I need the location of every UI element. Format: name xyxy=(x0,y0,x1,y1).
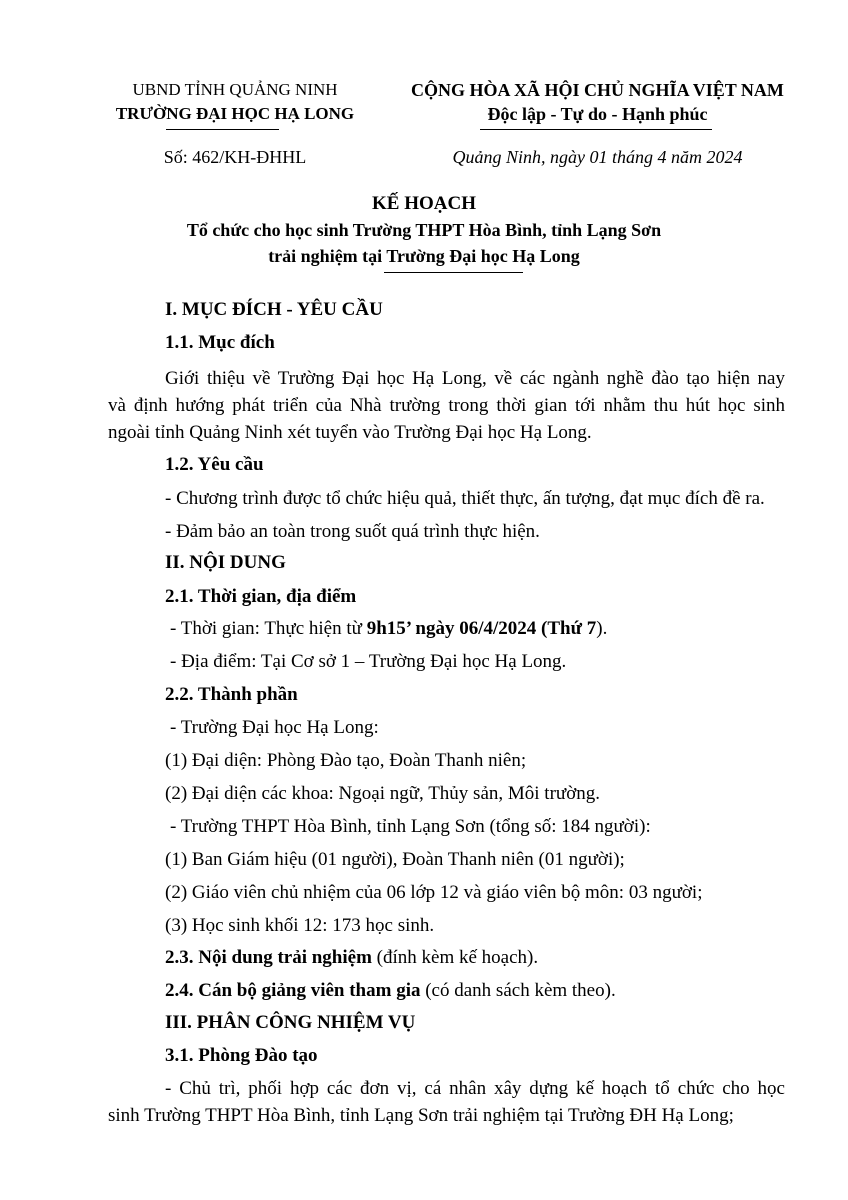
list-item: (1) Đại diện: Phòng Đào tạo, Đoàn Thanh niên; xyxy=(165,750,527,771)
list-item: - Trường Đại học Hạ Long: xyxy=(170,717,379,738)
section-heading: I. MỤC ĐÍCH - YÊU CẦU xyxy=(165,299,383,320)
list-item: - Chương trình được tổ chức hiệu quả, thiết thực, ấn tượng, đạt mục đích đề ra. xyxy=(165,488,765,509)
time-value: 9h15’ ngày 06/4/2024 (Thứ 7 xyxy=(366,618,597,639)
time-suffix: ). xyxy=(596,618,608,639)
list-item: (2) Giáo viên chủ nhiệm của 06 lớp 12 và giáo viên bộ môn: 03 người; xyxy=(165,882,703,903)
issuing-authority: UBND TỈNH QUẢNG NINH xyxy=(132,80,338,99)
section-heading: III. PHÂN CÔNG NHIỆM VỤ xyxy=(165,1012,416,1033)
list-item: - Địa điểm: Tại Cơ sở 1 – Trường Đại học Hạ Long. xyxy=(170,651,567,672)
subsection-heading: 1.1. Mục đích xyxy=(165,332,275,353)
document-title: KẾ HOẠCH xyxy=(372,193,476,214)
header-right-underline xyxy=(480,129,712,130)
section-heading: II. NỘI DUNG xyxy=(165,552,286,573)
national-title: CỘNG HÒA XÃ HỘI CHỦ NGHĨA VIỆT NAM xyxy=(411,80,784,100)
list-item: (2) Đại diện các khoa: Ngoại ngữ, Thủy sản, Môi trường. xyxy=(165,783,601,804)
subsection-note: (đính kèm kế hoạch). xyxy=(371,947,539,968)
national-motto: Độc lập - Tự do - Hạnh phúc xyxy=(487,104,708,124)
document-subtitle-line1: Tổ chức cho học sinh Trường THPT Hòa Bình, tỉnh Lạng Sơn xyxy=(186,220,662,240)
list-item xyxy=(170,615,607,642)
subsection-heading: 3.1. Phòng Đào tạo xyxy=(165,1045,318,1066)
subsection-heading: 2.2. Thành phần xyxy=(165,684,298,705)
paragraph-line: Giới thiệu về Trường Đại học Hạ Long, về các ngành nghề đào tạo hiện nay xyxy=(165,368,785,389)
document-subtitle-line2: trải nghiệm tại Trường Đại học Hạ Long xyxy=(268,246,580,266)
subsection-heading: 2.3. Nội dung trải nghiệm xyxy=(165,947,372,968)
document-number: Số: 462/KH-ĐHHL xyxy=(163,147,307,167)
header-left-underline xyxy=(166,129,279,130)
document-date: Quảng Ninh, ngày 01 tháng 4 năm 2024 xyxy=(452,147,743,167)
paragraph-line: - Chủ trì, phối hợp các đơn vị, cá nhân xây dựng kế hoạch tổ chức cho học xyxy=(165,1078,785,1099)
paragraph-line: sinh Trường THPT Hòa Bình, tỉnh Lạng Sơn trải nghiệm tại Trường ĐH Hạ Long; xyxy=(108,1105,734,1126)
list-item: (3) Học sinh khối 12: 173 học sinh. xyxy=(165,915,435,936)
list-item: - Đảm bảo an toàn trong suốt quá trình thực hiện. xyxy=(165,521,540,542)
paragraph-line: và định hướng phát triển của Nhà trường trong thời gian tới nhằm thu hút học sinh xyxy=(108,395,785,416)
subsection-heading: 1.2. Yêu cầu xyxy=(165,454,264,475)
subsection-note: (có danh sách kèm theo). xyxy=(420,980,616,1001)
list-item: - Trường THPT Hòa Bình, tỉnh Lạng Sơn (tổng số: 184 người): xyxy=(170,816,651,837)
subsection-heading: 2.4. Cán bộ giảng viên tham gia xyxy=(165,980,421,1001)
title-underline xyxy=(384,272,523,273)
list-item: (1) Ban Giám hiệu (01 người), Đoàn Thanh niên (01 người); xyxy=(165,849,625,870)
issuing-organization: TRƯỜNG ĐẠI HỌC HẠ LONG xyxy=(115,104,355,123)
time-label: - Thời gian: Thực hiện từ xyxy=(170,618,367,639)
subsection-line xyxy=(165,944,538,971)
subsection-heading: 2.1. Thời gian, địa điểm xyxy=(165,586,357,607)
paragraph-line: ngoài tỉnh Quảng Ninh xét tuyển vào Trường Đại học Hạ Long. xyxy=(108,422,592,443)
subsection-line xyxy=(165,977,616,1004)
